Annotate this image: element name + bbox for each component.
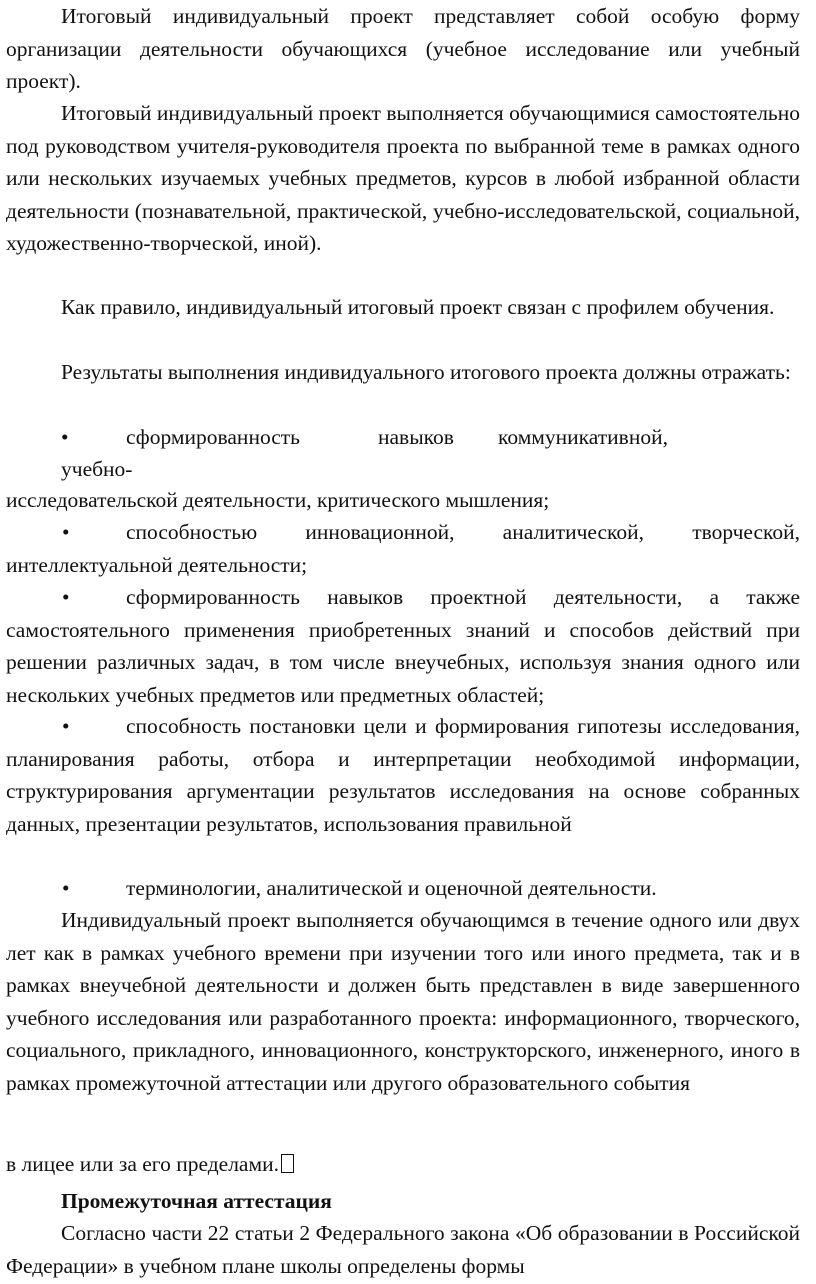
paragraph-project-execution: Итоговый индивидуальный проект выполняется обучающимися самостоятельно под руководством учителя-руководителя проекта по выбранной теме в рамках одного или нескольких изучаемых учебных предметов, курсов в любой избранной области деятельности (познавательной, практической, учебно-исследовательской, социальной, художественно-творческой, иной). bbox=[6, 101, 800, 255]
bullet-marker: • bbox=[62, 585, 70, 609]
bullet-text: способность постановки цели и формирования гипотезы исследования, планирования работы, отбора и интерпретации необходимой информации, структурирования аргументации результатов исследования на основе собранных данных, презентации результатов, использования правильной bbox=[6, 714, 800, 836]
bullet-marker: • bbox=[61, 425, 69, 449]
paragraph-federal-law: Согласно части 22 статьи 2 Федерального закона «Об образовании в Российской Федерации» в учебном плане школы определены формы bbox=[6, 1221, 800, 1278]
paragraph-project-timeline: Индивидуальный проект выполняется обучающимся в течение одного или двух лет как в рамках учебного времени при изучении того или иного предмета, так и в рамках внеучебной деятельности и должен быть представлен в виде завершенного учебного исследования или разработанного проекта: информационного, творческого, социального, прикладного, инновационного, конструкторского, инженерного, иного в рамках промежуточной аттестации или другого образовательного события bbox=[6, 908, 800, 1095]
bullet-word: сформированность bbox=[126, 425, 300, 449]
bullet-item-project-skills bbox=[6, 581, 800, 711]
bullet-word: навыков bbox=[378, 425, 454, 449]
paragraph-project-definition: Итоговый индивидуальный проект представляет собой особую форму организации деятельности обучающихся (учебное исследование или учебный проект). bbox=[6, 4, 800, 93]
bullet-marker: • bbox=[62, 520, 70, 544]
bullet-line: учебно- bbox=[61, 457, 133, 481]
bullet-word: коммуникативной, bbox=[498, 425, 668, 449]
missing-glyph-icon bbox=[281, 1154, 294, 1173]
paragraph-project-timeline-tail: в лицее или за его пределами. bbox=[6, 1148, 294, 1181]
bullet-line: исследовательской деятельности, критического мышления; bbox=[6, 488, 550, 512]
bullet-text: сформированность навыков проектной деятельности, а также самостоятельного применения приобретенных знаний и способов действий при решении различных задач, в том числе внеучебных, используя знания одного или нескольких учебных предметов или предметных областей; bbox=[6, 585, 800, 707]
bullet-item-terminology bbox=[6, 872, 800, 905]
bullet-item-research-skills bbox=[6, 710, 800, 840]
bullet-marker: • bbox=[62, 876, 70, 900]
bullet-text: способностью инновационной, аналитической, творческой, интеллектуальной деятельности; bbox=[6, 520, 800, 577]
section-heading: Промежуточная аттестация bbox=[61, 1189, 332, 1213]
bullet-item-innovation bbox=[6, 516, 800, 581]
bullet-text: терминологии, аналитической и оценочной деятельности. bbox=[126, 876, 657, 900]
bullet-marker: • bbox=[62, 714, 70, 738]
paragraph-results-intro: Результаты выполнения индивидуального итогового проекта должны отражать: bbox=[61, 360, 791, 384]
paragraph-profile-link: Как правило, индивидуальный итоговый проект связан с профилем обучения. bbox=[61, 295, 775, 319]
